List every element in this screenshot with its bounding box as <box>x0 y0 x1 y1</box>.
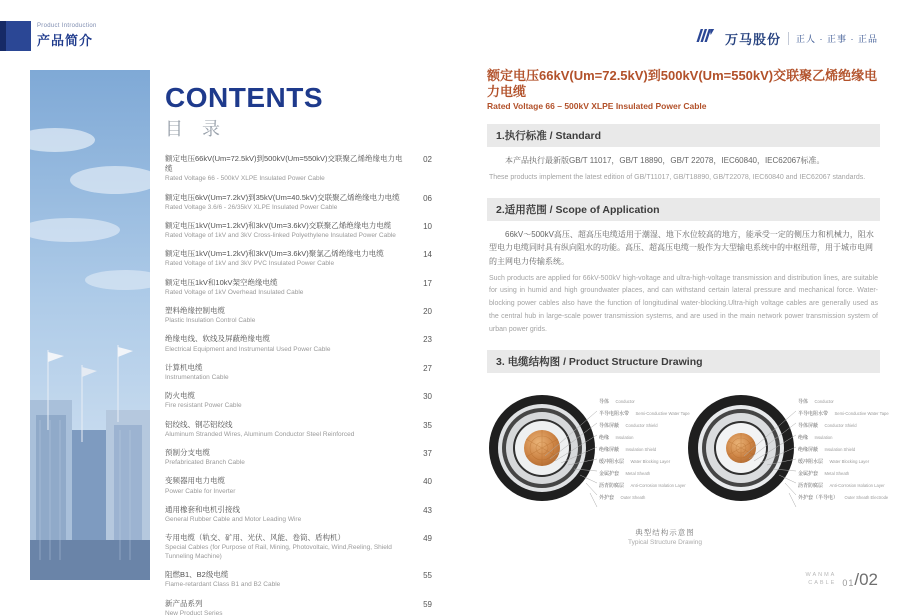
header-eyebrow: Product Introduction <box>37 23 97 29</box>
cable-layer-label <box>798 429 878 441</box>
toc-entry-title-en: Rated Voltage 3.6/6 - 26/35kV XLPE Insulated Power Cable <box>165 203 338 211</box>
cable-cross-section-1 <box>487 381 690 523</box>
layer-name-en: Conductor <box>615 399 635 405</box>
toc-entry[interactable] <box>165 391 432 411</box>
layer-name-en: Outer Sheath <box>620 495 646 501</box>
layer-name-cn: 沥青防腐层 <box>798 483 824 490</box>
layer-name-cn: 金属护套 <box>798 471 819 478</box>
toc-entry-page-number: 06 <box>423 193 432 203</box>
page-number-current: 01 <box>842 578 855 588</box>
toc-entry-page-number: 20 <box>423 307 432 317</box>
footer-brand-line1: WANMA <box>805 571 837 578</box>
layer-name-en: Conductor Shield <box>824 423 857 429</box>
standard-body-cn: 本产品执行最新版GB/T 11017，GB/T 18890，GB/T 22078，IEC60840，IEC62067标准。 <box>505 156 825 166</box>
toc-entry-title-cn: 预制分支电缆 <box>165 448 210 458</box>
layer-name-en: Water Blocking Layer <box>630 459 671 465</box>
toc-entry-page-number: 14 <box>423 250 432 260</box>
toc-entry-text <box>165 278 403 298</box>
layer-name-cn: 半导电阻水带 <box>599 411 630 418</box>
structure-drawings <box>487 381 889 523</box>
layer-name-en: Metal Sheath <box>824 471 850 477</box>
cable-layer-label <box>798 453 878 465</box>
brand-name: 万马股份 <box>724 31 781 47</box>
toc-entry-text <box>165 505 403 525</box>
contents-title: CONTENTS <box>165 82 323 113</box>
toc-entry[interactable] <box>165 448 432 468</box>
toc-list <box>165 154 432 616</box>
toc-entry-title-cn: 额定电压1kV(Um=1.2kV)和3kV(Um=3.6kV)聚氯乙烯绝缘电力电缆 <box>165 249 384 259</box>
toc-entry-title-cn: 专用电缆（轨交、矿用、光伏、风能、卷筒、盾构机） <box>165 533 345 543</box>
drawing-caption-en: Typical Structure Drawing <box>627 539 703 547</box>
page-number <box>842 570 878 590</box>
toc-entry-text <box>165 420 403 440</box>
layer-name-en: Conductor <box>814 399 834 405</box>
footer-brand <box>805 571 836 591</box>
toc-entry[interactable] <box>165 533 432 562</box>
toc-entry-page-number: 30 <box>423 392 432 402</box>
product-title-en: Rated Voltage 66 – 500kV XLPE Insulated Power Cable <box>487 101 707 112</box>
toc-entry-title-en: Rated Voltage of 1kV and 3kV Cross-linked Polyethylene Insulated Power Cable <box>165 232 396 240</box>
toc-entry-title-cn: 变频器用电力电缆 <box>165 476 225 486</box>
wanma-logo-icon <box>694 28 718 48</box>
layer-name-cn: 绝缘屏蔽 <box>798 447 819 454</box>
cable-layer-labels-2 <box>798 393 889 502</box>
toc-entry-title-en: Aluminum Stranded Wires, Aluminum Conductor Steel Reinforced <box>165 430 355 438</box>
toc-entry-text <box>165 221 403 241</box>
toc-entry-page-number: 40 <box>423 477 432 487</box>
toc-entry[interactable] <box>165 154 432 184</box>
layer-name-en: Anti-Corrosion Isolation Layer <box>829 483 885 489</box>
toc-entry-title-en: Fire resistant Power Cable <box>165 402 242 410</box>
toc-entry-title-cn: 额定电压66kV(Um=72.5kV)到500kV(Um=550kV)交联聚乙烯绝缘电力电缆 <box>165 154 403 174</box>
toc-entry-page-number: 35 <box>423 420 432 430</box>
section-heading-standard: 1.执行标准 / Standard <box>487 124 880 147</box>
toc-entry-page-number: 49 <box>423 534 432 544</box>
header-square <box>6 21 31 51</box>
layer-name-cn: 导体 <box>599 399 610 406</box>
toc-entry-title-cn: 新产品系列 <box>165 598 203 608</box>
layer-name-cn: 缓冲阻水层 <box>599 459 625 466</box>
footer-brand-line2: CABLE <box>808 579 837 586</box>
brand-slogan: 正人 · 正事 · 正品 <box>796 33 878 44</box>
toc-entry-text <box>165 448 403 468</box>
layer-name-cn: 导体屏蔽 <box>599 423 620 430</box>
layer-name-cn: 导体 <box>798 399 809 406</box>
toc-entry[interactable] <box>165 334 432 354</box>
layer-name-en: Insulation Shield <box>824 447 856 453</box>
toc-entry[interactable] <box>165 599 432 616</box>
toc-entry-title-en: Special Cables (for Purpose of Rail, Mining, Photovoltaic, Wind,Reeling, Shield Tunneling Machine) <box>165 544 392 561</box>
toc-entry-text <box>165 193 403 213</box>
toc-entry-title-cn: 阻燃B1、B2级电缆 <box>165 570 229 580</box>
toc-entry-page-number: 02 <box>423 155 432 164</box>
toc-entry-title-en: Rated Voltage of 1kV and 3kV PVC Insulated Power Cable <box>165 260 335 268</box>
toc-entry-title-cn: 铝绞线、钢芯铝绞线 <box>165 419 233 429</box>
toc-entry-text <box>165 334 403 354</box>
cable-layer-label <box>599 393 679 405</box>
cable-layer-labels-1 <box>599 393 690 502</box>
toc-entry-text <box>165 154 403 184</box>
layer-name-en: Semi-Conductive Water Tape <box>834 411 889 417</box>
cable-layer-label <box>599 477 686 490</box>
toc-entry-title-en: Flame-retardant Class B1 and B2 Cable <box>165 581 281 589</box>
toc-entry[interactable] <box>165 278 432 298</box>
toc-entry-title-cn: 额定电压1kV和10kV架空绝缘电缆 <box>165 277 278 287</box>
cable-cross-section-2 <box>686 381 889 523</box>
toc-entry-page-number: 37 <box>423 449 432 459</box>
toc-entry-title-en: Plastic Insulation Control Cable <box>165 317 256 325</box>
toc-entry-page-number: 55 <box>423 571 432 581</box>
toc-entry-title-cn: 绝缘电线、软线及屏蔽绝缘电缆 <box>165 334 270 344</box>
toc-entry-title-en: Prefabricated Branch Cable <box>165 459 245 467</box>
toc-entry-title-en: Instrumentation Cable <box>165 373 229 381</box>
product-title-cn: 额定电压66kV(Um=72.5kV)到500kV(Um=550kV)交联聚乙烯绝缘电力电缆 <box>487 68 878 99</box>
cable-layer-label <box>798 465 878 477</box>
page-title: 产品简介 <box>37 33 94 48</box>
layer-name-en: Outer Sheath Electrode <box>844 495 889 501</box>
toc-entry-title-en: New Product Series <box>165 609 223 616</box>
cable-layer-label <box>798 405 889 418</box>
toc-entry-title-cn: 计算机电缆 <box>165 362 203 372</box>
layer-name-en: Insulation <box>814 435 833 441</box>
cable-layer-label <box>599 489 679 501</box>
toc-entry-title-cn: 塑料绝缘控制电缆 <box>165 306 225 316</box>
toc-entry[interactable] <box>165 476 432 496</box>
cable-layer-label <box>599 453 679 465</box>
product-detail <box>487 68 889 547</box>
brand-block <box>694 28 878 48</box>
contents-title-cn: 目 录 <box>165 119 228 139</box>
toc-entry-text <box>165 599 403 616</box>
toc-entry-text <box>165 570 403 590</box>
layer-name-en: Metal Sheath <box>625 471 651 477</box>
cable-layer-label <box>798 393 878 405</box>
toc-entry-title-cn: 通用橡套和电机引接线 <box>165 504 240 514</box>
scope-body-en: Such products are applied for 66kV-500kV high-voltage and ultra-high-voltage transmission and distribution lines, are suitable for using in humid and high groundwater places, and can withstand certain lateral pressure and mechanical force. Water-blocking power cables also have the function of longitudinal water-blocking.Ultra-high voltage cables are generally used as the central hub in large-scale power transmission systems, and are used in the main network power transmission system of urban power grids. <box>489 274 878 334</box>
toc-entry-title-en: Power Cable for Inverter <box>165 487 236 495</box>
scope-body-cn: 66kV～500kV高压、超高压电缆适用于潮湿、地下水位较高的地方，能承受一定的侧压力和机械力，阻水型电力电缆同时具有纵向阻水的功能。高压、超高压电缆一般作为大型输电系统中的中枢纽带，用于城市电网的主网电力传输系统。 <box>489 229 874 266</box>
layer-name-cn: 绝缘屏蔽 <box>599 447 620 454</box>
toc-entry-page-number: 17 <box>423 278 432 288</box>
toc-entry-page-number: 10 <box>423 221 432 231</box>
cable-layer-label <box>599 405 690 418</box>
toc-entry[interactable] <box>165 505 432 525</box>
toc-entry-page-number: 23 <box>423 335 432 345</box>
toc-entry[interactable] <box>165 306 432 326</box>
toc-entry-title-en: Rated Voltage of 1kV Overhead Insulated Cable <box>165 288 304 296</box>
cable-layer-label <box>599 429 679 441</box>
layer-name-cn: 外护套（半导电） <box>798 495 839 502</box>
toc-entry[interactable] <box>165 221 432 241</box>
toc-entry-title-en: General Rubber Cable and Motor Leading Wire <box>165 515 302 523</box>
toc-entry[interactable] <box>165 570 432 590</box>
layer-name-cn: 外护套 <box>599 495 615 502</box>
drawing-caption-cn: 典型结构示意图 <box>635 528 695 538</box>
layer-name-cn: 缓冲阻水层 <box>798 459 824 466</box>
toc-entry-title-cn: 防火电缆 <box>165 391 195 401</box>
toc-entry[interactable] <box>165 193 432 213</box>
cable-layer-label <box>599 465 679 477</box>
layer-name-cn: 导体屏蔽 <box>798 423 819 430</box>
cable-layer-label <box>798 441 878 453</box>
layer-name-cn: 绝缘 <box>599 435 610 442</box>
cable-layer-label <box>599 441 679 453</box>
toc-entry-text <box>165 533 403 562</box>
header-text <box>37 23 97 49</box>
table-of-contents <box>165 84 432 616</box>
toc-entry-page-number: 59 <box>423 599 432 609</box>
layer-name-en: Water Blocking Layer <box>829 459 870 465</box>
layer-name-en: Insulation <box>615 435 634 441</box>
layer-name-en: Anti-Corrosion Isolation Layer <box>630 483 686 489</box>
toc-entry-page-number: 43 <box>423 505 432 515</box>
section-heading-scope: 2.适用范围 / Scope of Application <box>487 198 880 221</box>
toc-entry[interactable] <box>165 363 432 383</box>
toc-entry-text <box>165 249 403 269</box>
toc-entry-title-cn: 额定电压6kV(Um=7.2kV)到35kV(Um=40.5kV)交联聚乙烯绝缘电力电缆 <box>165 192 400 202</box>
toc-entry-text <box>165 306 403 326</box>
layer-name-en: Insulation Shield <box>625 447 657 453</box>
page-number-total: /02 <box>854 570 878 589</box>
toc-entry[interactable] <box>165 249 432 269</box>
toc-entry-title-en: Electrical Equipment and Instrumental Used Power Cable <box>165 345 331 353</box>
cover-photo <box>30 70 150 580</box>
layer-name-en: Semi-Conductive Water Tape <box>635 411 690 417</box>
toc-entry-text <box>165 363 403 383</box>
toc-entry[interactable] <box>165 420 432 440</box>
page-footer <box>805 570 878 590</box>
toc-entry-text <box>165 391 403 411</box>
standard-body-en: These products implement the latest edition of GB/T11017, GB/T18890, GB/T22078, IEC60840 and IEC62067 standards. <box>489 173 866 181</box>
toc-entry-title-en: Rated Voltage 66 - 500kV XLPE Insulated Power Cable <box>165 175 325 183</box>
section-heading-structure: 3. 电缆结构图 / Product Structure Drawing <box>487 350 880 373</box>
toc-entry-title-cn: 额定电压1kV(Um=1.2kV)和3kV(Um=3.6kV)交联聚乙烯绝缘电力电缆 <box>165 220 392 230</box>
cable-layer-label <box>798 489 889 502</box>
layer-name-en: Conductor Shield <box>625 423 658 429</box>
layer-name-cn: 沥青防腐层 <box>599 483 625 490</box>
layer-name-cn: 金属护套 <box>599 471 620 478</box>
toc-entry-text <box>165 476 403 496</box>
header-divider <box>788 32 789 45</box>
toc-entry-page-number: 27 <box>423 363 432 373</box>
layer-name-cn: 半导电阻水带 <box>798 411 829 418</box>
drawing-caption <box>565 527 765 546</box>
layer-name-cn: 绝缘 <box>798 435 809 442</box>
